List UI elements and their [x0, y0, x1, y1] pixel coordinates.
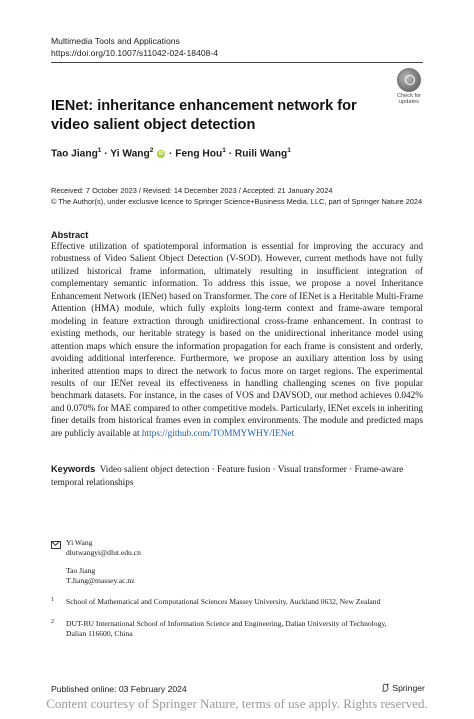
author-affiliation-mark: 1 — [97, 147, 102, 154]
affiliation-text: School of Mathematical and Computational Sciences Massey University, Auckland 0632, New Zealand — [66, 597, 381, 606]
author-name[interactable]: Yi Wang — [110, 148, 150, 160]
paper-title: IENet: inheritance enhancement network for video salient object detection — [51, 98, 357, 133]
contact-email[interactable]: T.Jiang@massey.ac.nz — [66, 576, 135, 586]
publication-dates — [51, 185, 422, 207]
contact-name: Yi Wang — [66, 538, 93, 547]
keywords-label: Keywords — [51, 464, 96, 474]
publisher-logo — [381, 683, 425, 693]
author-name[interactable]: Feng Hou — [175, 148, 223, 160]
author-separator: · — [101, 148, 111, 160]
abstract-text: Effective utilization of spatiotemporal information is essential for improving the accuracy and robustness of Video Salient Object Detection (V-SOD). However, current methods have not fully utilized historical frame information, ultimately resulting in insufficient integration of complementary semantic information. To address this issue, we propose a novel Inheritance Enhancement Network (IENet) based on Transformer. The core of IENet is a Heritable Multi-Frame Attention (HMA) module, which fully exploits long-term context and frame-aware temporal modeling in feature extraction through unidirectional cross-frame enhancement. In contrast to existing methods, our heritable strategy is based on the unidirectional inheritance model using attention maps which ensure the information propagation for each frame is consistent and orderly, avoiding additional interference. Furthermore, we propose an auxiliary attention loss by using inherited attention maps to direct the network to focus more on target regions. The experimental results of our IENet reveal its effectiveness in handling challenging scenes on five popular benchmark datasets. For instance, in the cases of VOS and DAVSOD, our method achieves 0.042% and 0.070% for MAE compared to other competitive models. Particularly, IENet excels in inheriting finer details from historical frames even in complex environments. The module and predicted maps are publicly available at — [51, 242, 423, 439]
abstract-body — [51, 241, 423, 440]
keywords-text: Video salient object detection · Feature fusion · Visual transformer · Frame-aware temporal relationships — [51, 465, 404, 488]
orcid-icon[interactable]: iD — [158, 151, 164, 158]
author-name[interactable]: Ruili Wang — [234, 148, 288, 160]
copyright-line: © The Author(s), under exclusive licence to Springer Science+Business Media, LLC, part of Springer Nature 2024 — [51, 197, 423, 206]
author-affiliation-mark: 1 — [222, 147, 226, 154]
publisher-name: Springer — [392, 683, 425, 693]
contact-name: Tao Jiang — [66, 566, 96, 575]
badge-line2: updates — [399, 99, 419, 105]
author-affiliation-mark: 1 — [287, 147, 291, 154]
journal-header — [51, 35, 218, 59]
affiliation-number: 2 — [51, 619, 54, 625]
affiliation-text: DUT-RU International School of Information Science and Engineering, Dalian University of Technology, Dalian 116600, China — [66, 619, 387, 639]
abstract-heading: Abstract — [51, 230, 89, 240]
contact-email[interactable]: dlutwangyi@dlut.edu.cn — [66, 548, 141, 558]
author-separator: · — [225, 148, 235, 160]
journal-name: Multimedia Tools and Applications — [51, 36, 180, 46]
author-affiliation-mark: 2 — [149, 147, 154, 154]
springer-horse-icon — [381, 683, 390, 692]
envelope-icon — [51, 541, 61, 549]
courtesy-watermark: Content courtesy of Springer Nature, terms of use apply. Rights reserved. — [46, 696, 428, 711]
published-online: Published online: 03 February 2024 — [51, 684, 187, 694]
header-rule — [51, 62, 423, 63]
check-updates-icon — [397, 68, 421, 92]
journal-doi[interactable]: https://doi.org/10.1007/s11042-024-18408-4 — [51, 48, 219, 58]
github-link[interactable]: https://github.com/TOMMYWHY/IENet — [141, 428, 295, 439]
check-for-updates-badge[interactable] — [393, 68, 425, 104]
author-separator: · — [166, 148, 176, 160]
badge-line1: Check for — [397, 93, 421, 99]
received-revised-accepted: Received: 7 October 2023 / Revised: 14 December 2023 / Accepted: 21 January 2024 — [51, 186, 333, 195]
contact-block-1 — [66, 538, 141, 559]
affiliation-number: 1 — [51, 597, 54, 603]
author-list — [51, 147, 291, 159]
author-name[interactable]: Tao Jiang — [51, 148, 98, 160]
keywords-section — [51, 463, 423, 489]
contact-block-2 — [66, 566, 135, 587]
